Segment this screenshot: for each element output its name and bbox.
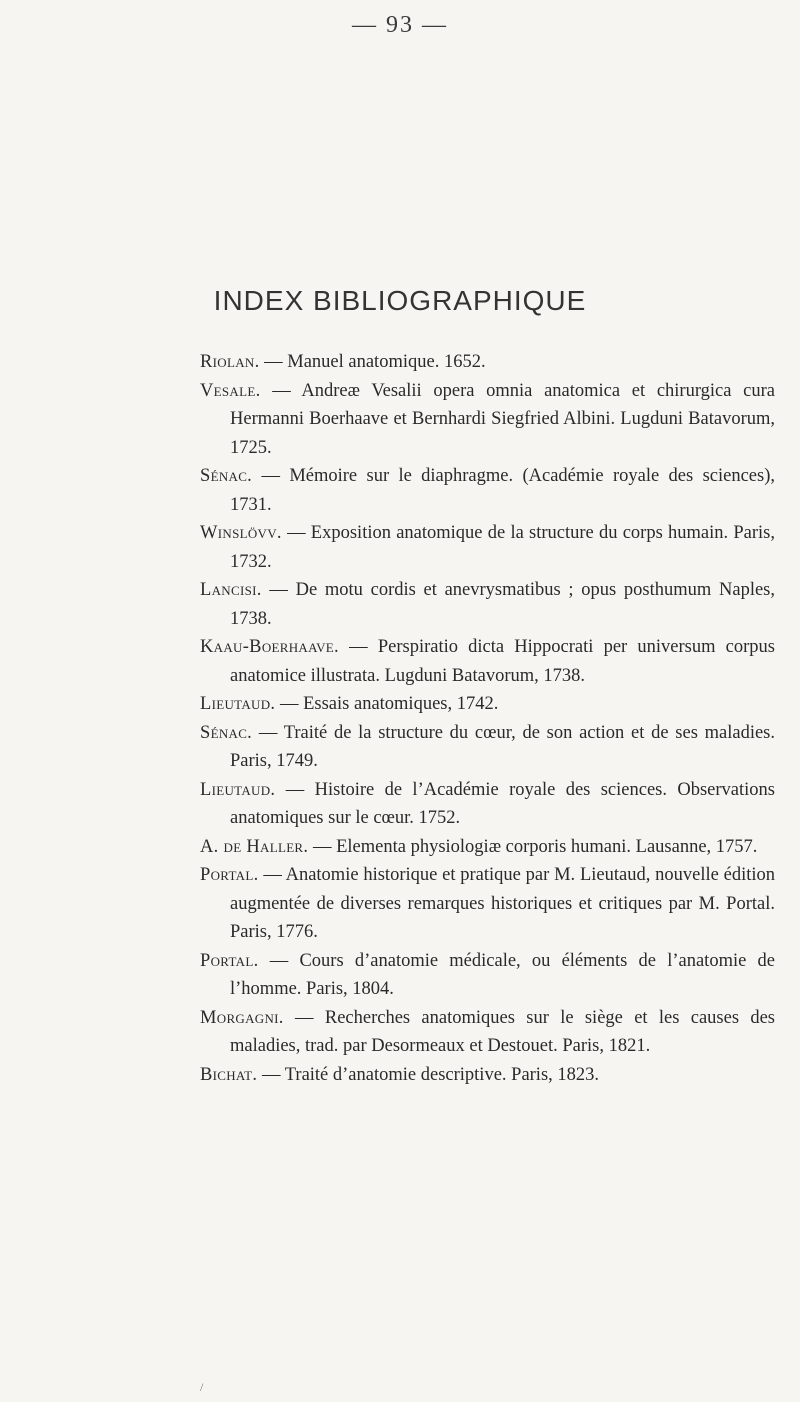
entry-text: — Andreæ Vesalii opera omnia anatomica et chirurgica cura Hermanni Boerhaave et Bernhardi Siegfried Albini. Lugduni Batavorum, 1725. [230, 380, 775, 458]
bibliography-entry [200, 576, 775, 633]
entry-text: — Traité d’anatomie descriptive. Paris, 1823. [257, 1064, 600, 1085]
bibliography-entry [200, 776, 775, 833]
entry-text: — Traité de la structure du cœur, de son action et de ses maladies. Paris, 1749. [230, 722, 775, 771]
entry-text: — Essais anatomiques, 1742. [275, 694, 499, 714]
entry-text: — Anatomie historique et pratique par M. Lieutaud, nouvelle édition augmentée de diverses remarques historiques et critiques par M. Portal. Paris, 1776. [230, 865, 775, 942]
entry-author: Lancisi. [200, 580, 262, 600]
entry-author: Portal. [200, 865, 259, 885]
bibliography-entry [200, 719, 775, 776]
entry-text: — Manuel anatomique. 1652. [259, 352, 486, 372]
page-title: INDEX BIBLIOGRAPHIQUE [213, 285, 587, 316]
entry-text: — Elementa physiologiæ corporis humani. Lausanne, 1757. [308, 836, 758, 857]
entry-author: Kaau-Boerhaave. [200, 637, 339, 657]
bibliography-entry [200, 462, 775, 519]
bibliography-entry [200, 348, 775, 377]
entry-author: Winslövv. [200, 523, 282, 543]
bibliography-entry [200, 833, 775, 862]
bibliography-entry [200, 861, 775, 947]
entry-text: — De motu cordis et anevrysmatibus ; opus posthumum Naples, 1738. [230, 580, 775, 629]
entry-author: Portal. [200, 950, 259, 971]
bibliography-entry [200, 633, 775, 690]
bibliography-entry [200, 690, 775, 719]
entry-author: Lieutaud. [200, 779, 276, 800]
entry-text: — Cours d’anatomie médicale, ou éléments de l’anatomie de l’homme. Paris, 1804. [230, 950, 775, 999]
bibliography-entry [200, 377, 775, 463]
entry-author: A. de Haller. [200, 836, 309, 857]
entry-author: Riolan. [200, 352, 260, 372]
entry-author: Vesale. [200, 380, 261, 401]
entry-author: Sénac. [200, 466, 253, 486]
bibliography-entry [200, 947, 775, 1004]
bibliography-entry [200, 1004, 775, 1061]
entry-text: — Perspiratio dicta Hippocrati per universum corpus anatomice illustrata. Lugduni Batavorum, 1738. [230, 637, 775, 686]
entry-author: Lieutaud. [200, 694, 276, 714]
footer-mark: / [200, 1380, 204, 1394]
entry-text: — Exposition anatomique de la structure du corps humain. Paris, 1732. [230, 523, 775, 572]
bibliography-entry [200, 519, 775, 576]
entry-author: Sénac. [200, 722, 253, 743]
entry-text: — Mémoire sur le diaphragme. (Académie royale des sciences), 1731. [230, 466, 775, 515]
entry-author: Morgagni. [200, 1007, 284, 1028]
page-number: — 93 — [352, 12, 448, 38]
entry-author: Bichat. [200, 1064, 258, 1085]
bibliography-list [200, 348, 775, 1089]
bibliography-entry [200, 1061, 775, 1090]
entry-text: — Recherches anatomiques sur le siège et les causes des maladies, trad. par Desormeaux et Destouet. Paris, 1821. [230, 1007, 775, 1056]
entry-text: — Histoire de l’Académie royale des sciences. Observations anatomiques sur le cœur. 1752. [230, 779, 775, 828]
